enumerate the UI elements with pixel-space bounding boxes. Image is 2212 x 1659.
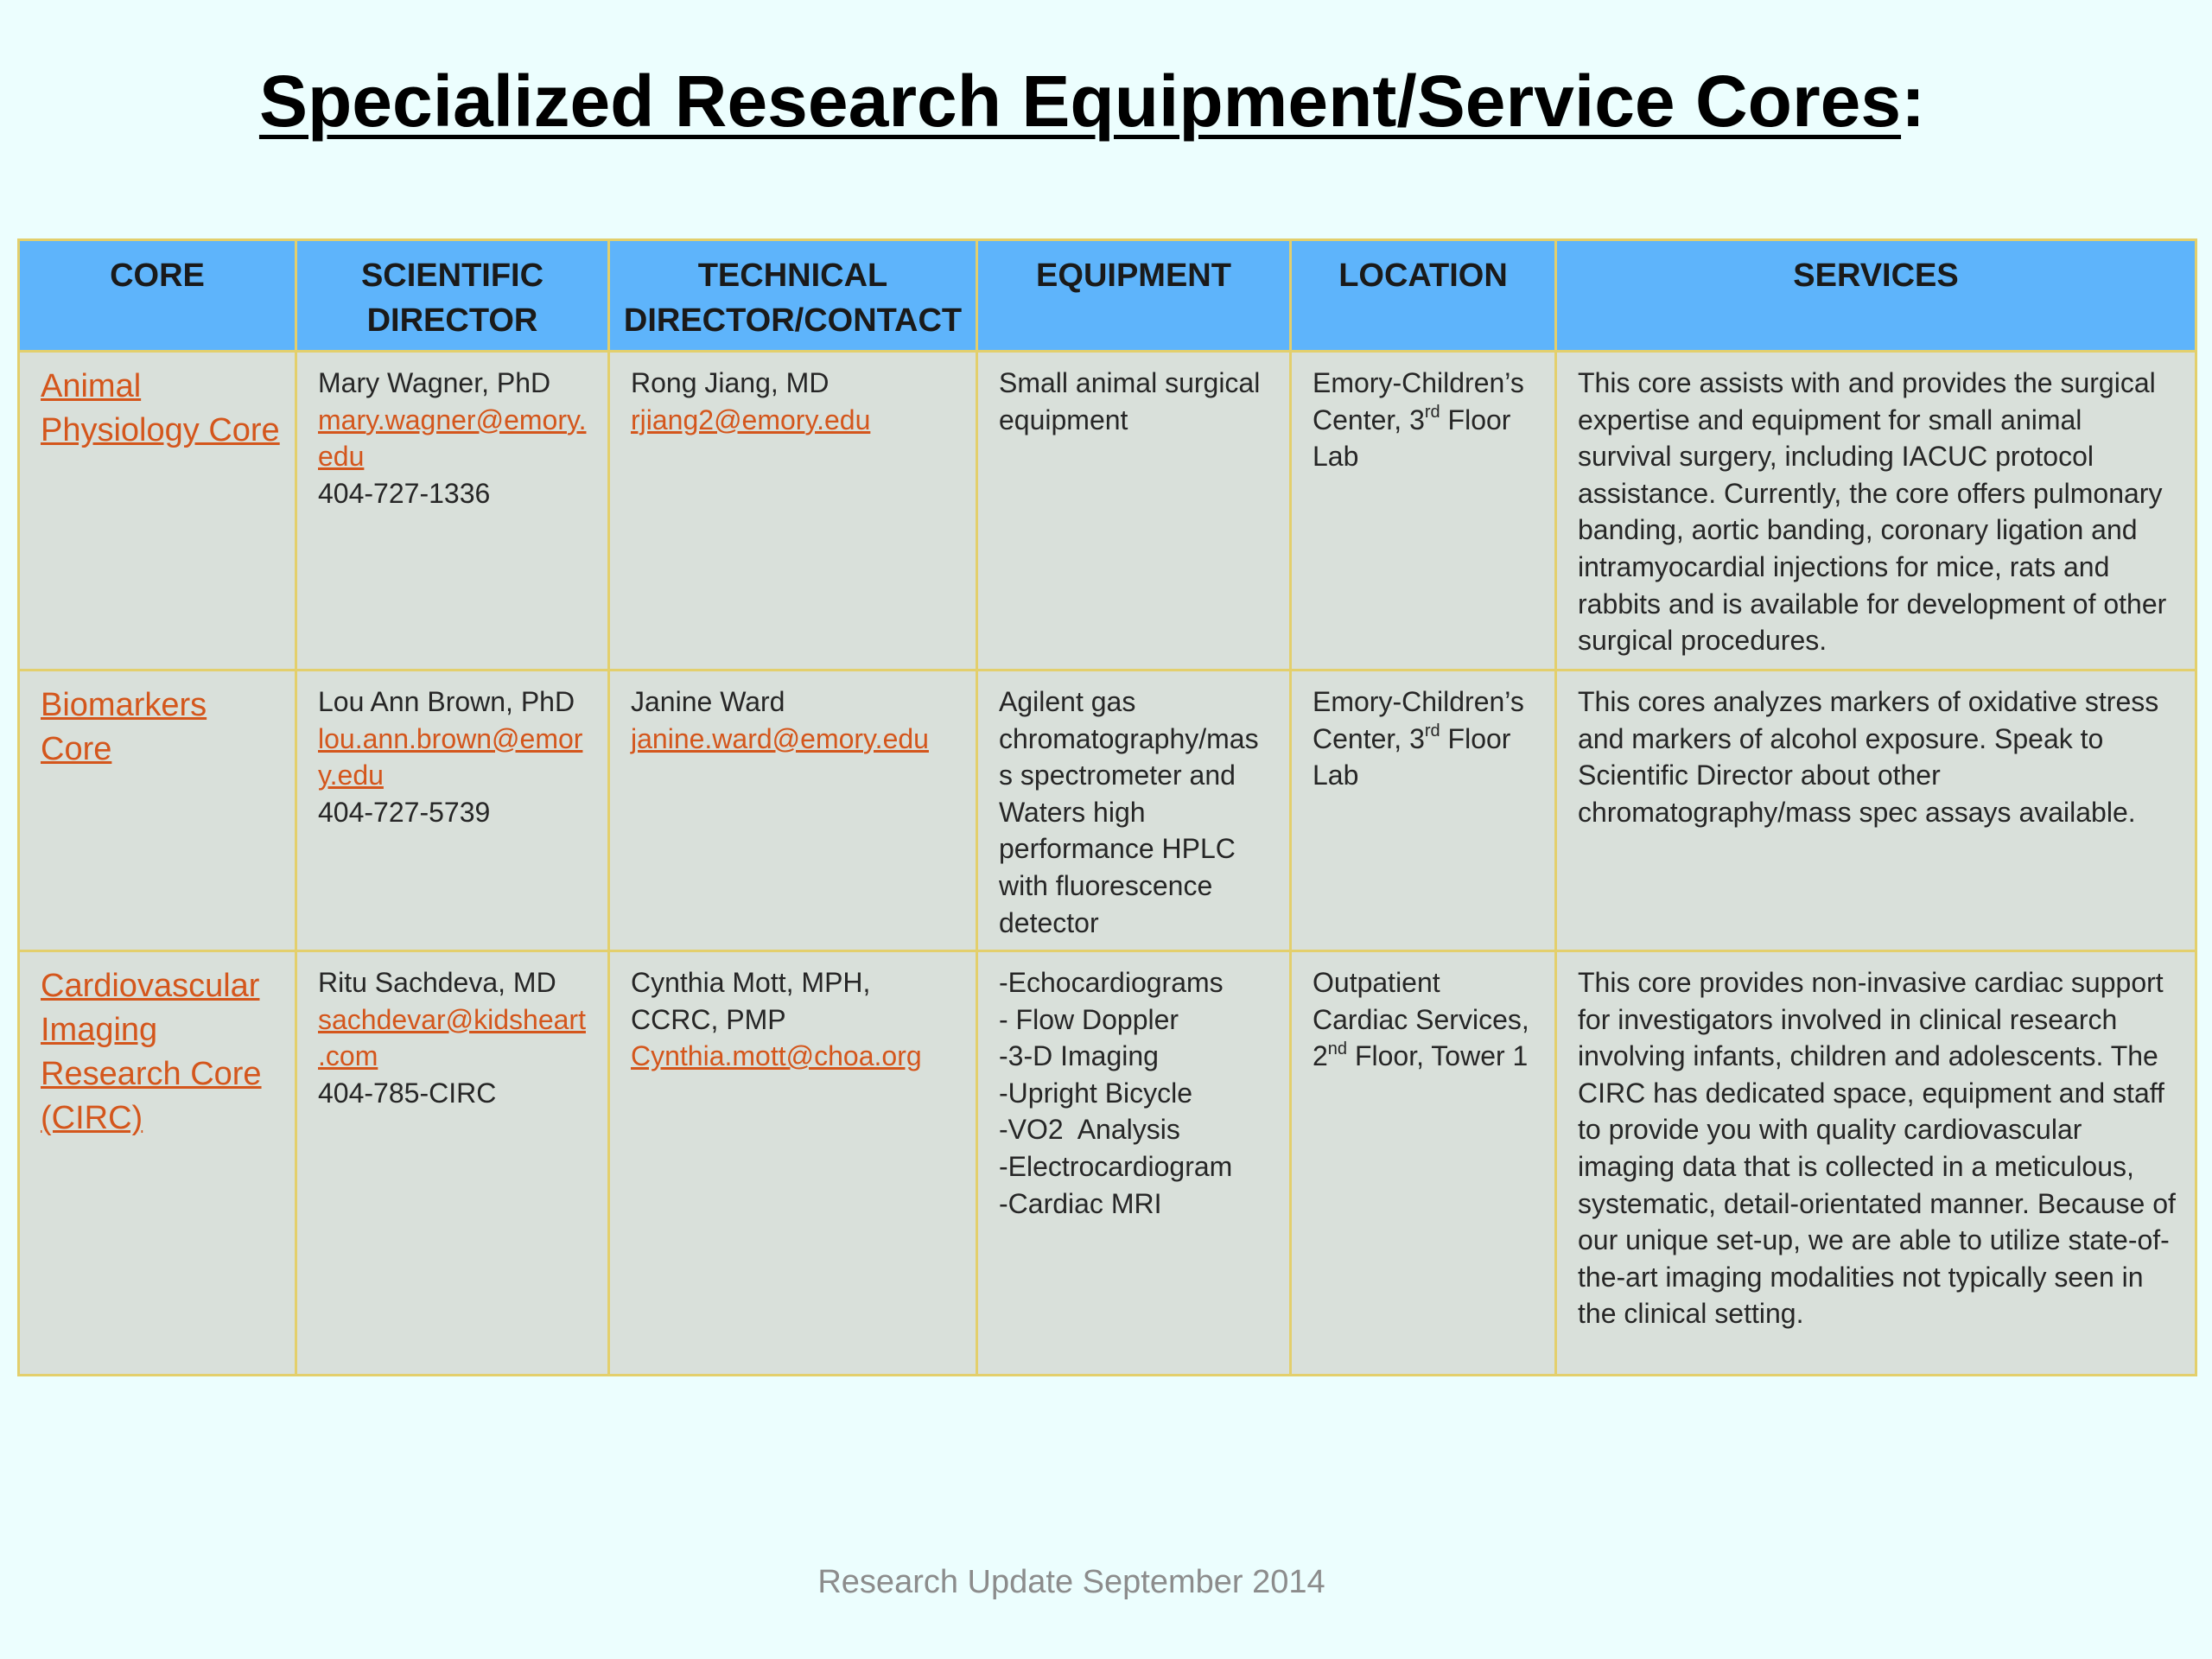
core-link-circ[interactable]: Cardiovascular Imaging Research Core (CIRC) — [41, 968, 262, 1136]
services-cell: This cores analyzes markers of oxidative stress and markers of alcohol exposure. Speak to Scientific Director about other chromatography/mass spec assays available. — [1556, 671, 2196, 951]
equipment-item: -VO2 Analysis — [999, 1114, 1180, 1146]
technical-director-email-link[interactable]: janine.ward@emory.edu — [631, 722, 929, 754]
table-row — [19, 951, 2196, 1376]
scientific-director-email-link[interactable]: sachdevar@kidsheart.com — [318, 1003, 586, 1072]
services-cell: This core provides non-invasive cardiac support for investigators involved in clinical research involving infants, children and adolescents. The CIRC has dedicated space, equipment and staff to provide you with quality cardiovascular imaging data that is collected in a meticulous, systematic, detail-orientated manner. Because of our unique set-up, we are able to utilize state-of-the-art imaging modalities not typically seen in the clinical setting. — [1556, 951, 2196, 1376]
equipment-item: - Flow Doppler — [999, 1003, 1179, 1035]
scientific-director-phone: 404-785-CIRC — [318, 1077, 497, 1109]
core-cell — [19, 352, 296, 671]
scientific-director-email-link[interactable]: mary.wagner@emory.edu — [318, 404, 587, 473]
header-core: CORE — [19, 240, 296, 352]
equipment-item: -Echocardiograms — [999, 967, 1224, 998]
location-text-rest: Floor Lab — [1313, 722, 1511, 791]
table-header-row — [19, 240, 2196, 352]
header-services: SERVICES — [1556, 240, 2196, 352]
header-technical-director: TECHNICAL DIRECTOR/CONTACT — [609, 240, 977, 352]
location-cell — [1291, 951, 1556, 1376]
location-ordinal: nd — [1327, 1039, 1348, 1058]
core-link-biomarkers[interactable]: Biomarkers Core — [41, 687, 207, 767]
equipment-item: -Upright Bicycle — [999, 1077, 1193, 1109]
technical-director-name: Rong Jiang, MD — [631, 367, 830, 398]
page-title-colon: : — [1901, 60, 1926, 142]
location-text-rest: Floor, Tower 1 — [1347, 1040, 1529, 1072]
equipment-cell — [977, 951, 1291, 1376]
header-location: LOCATION — [1291, 240, 1556, 352]
scientific-director-email-link[interactable]: lou.ann.brown@emory.edu — [318, 722, 583, 791]
technical-director-cell — [609, 352, 977, 671]
location-text: Emory-Children’s Center, 3 — [1313, 367, 1524, 435]
location-cell — [1291, 671, 1556, 951]
technical-director-name: Janine Ward — [631, 686, 785, 717]
technical-director-cell — [609, 671, 977, 951]
equipment-item: -3-D Imaging — [999, 1040, 1159, 1072]
scientific-director-name: Mary Wagner, PhD — [318, 367, 551, 398]
scientific-director-name: Ritu Sachdeva, MD — [318, 967, 556, 998]
header-equipment: EQUIPMENT — [977, 240, 1291, 352]
technical-director-email-link[interactable]: Cynthia.mott@choa.org — [631, 1040, 922, 1072]
location-text: Emory-Children’s Center, 3 — [1313, 686, 1524, 754]
page-title-text: Specialized Research Equipment/Service Cores — [258, 60, 1902, 142]
core-cell — [19, 671, 296, 951]
location-cell — [1291, 352, 1556, 671]
footer-text: Research Update September 2014 — [817, 1564, 1325, 1600]
equipment-item: -Electrocardiogram — [999, 1150, 1233, 1182]
scientific-director-cell — [296, 671, 609, 951]
location-text-rest: Floor Lab — [1313, 404, 1511, 473]
equipment-cell: Small animal surgical equipment — [977, 352, 1291, 671]
core-cell — [19, 951, 296, 1376]
table-row — [19, 671, 2196, 951]
cores-table — [17, 238, 2197, 1376]
technical-director-name: Cynthia Mott, MPH, CCRC, PMP — [631, 967, 871, 1035]
scientific-director-phone: 404-727-1336 — [318, 477, 491, 509]
equipment-item: -Cardiac MRI — [999, 1187, 1162, 1219]
scientific-director-name: Lou Ann Brown, PhD — [318, 686, 575, 717]
core-link-animal-physiology[interactable]: Animal Physiology Core — [41, 368, 280, 448]
location-ordinal: rd — [1424, 402, 1440, 422]
scientific-director-phone: 404-727-5739 — [318, 796, 491, 828]
equipment-cell: Agilent gas chromatography/mass spectrometer and Waters high performance HPLC with fluorescence detector — [977, 671, 1291, 951]
technical-director-email-link[interactable]: rjiang2@emory.edu — [631, 404, 871, 435]
technical-director-cell — [609, 951, 977, 1376]
header-scientific-director: SCIENTIFIC DIRECTOR — [296, 240, 609, 352]
location-ordinal: rd — [1424, 721, 1440, 741]
scientific-director-cell — [296, 352, 609, 671]
table-row — [19, 352, 2196, 671]
services-cell: This core assists with and provides the surgical expertise and equipment for small animal survival surgery, including IACUC protocol assistance. Currently, the core offers pulmonary banding, aortic banding, coronary ligation and intramyocardial injections for mice, rats and rabbits and is available for development of other surgical procedures. — [1556, 352, 2196, 671]
page-title — [0, 54, 2184, 149]
location-text: Outpatient Cardiac Services, 2 — [1313, 967, 1529, 1072]
scientific-director-cell — [296, 951, 609, 1376]
